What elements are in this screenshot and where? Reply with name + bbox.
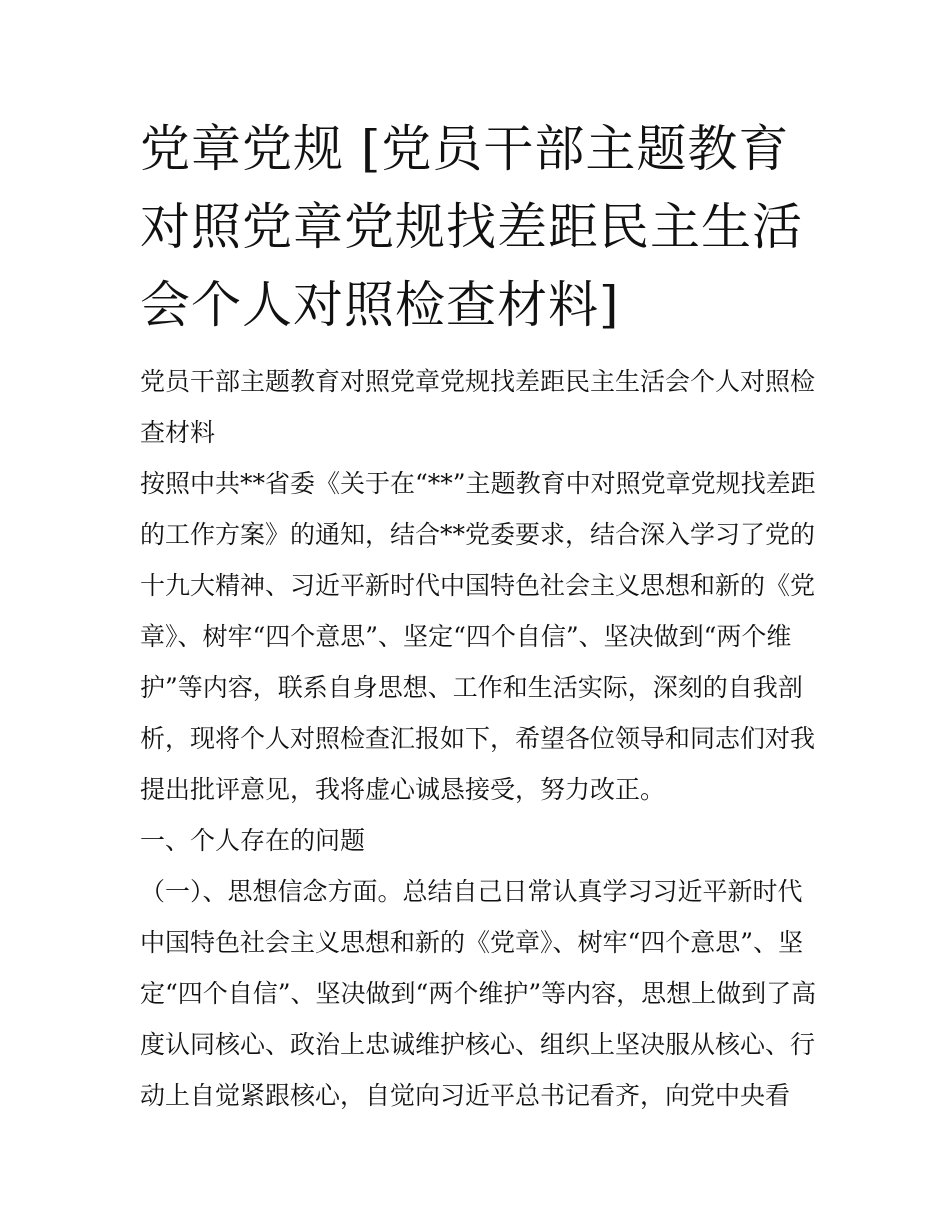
body-line: 动上自觉紧跟核心，自觉向习近平总书记看齐，向党中央看 <box>140 1081 791 1110</box>
body-line: 党员干部主题教育对照党章党规找差距民主生活会个人对照检 <box>140 367 816 396</box>
document-body <box>140 356 820 1121</box>
title-line: 对照党章党规找差距民主生活 <box>140 198 803 256</box>
title-line: 党章党规 [党员干部主题教育 <box>140 120 790 178</box>
body-line: 定“四个自信”、坚决做到“两个维护”等内容，思想上做到了高 <box>140 979 817 1008</box>
body-line: 按照中共**省委《关于在“**”主题教育中对照党章党规找差距 <box>140 469 816 498</box>
body-line: 章》、树牢“四个意思”、坚定“四个自信”、坚决做到“两个维 <box>140 622 792 651</box>
body-line: 查材料 <box>140 418 216 447</box>
body-line: 中国特色社会主义思想和新的《党章》、树牢“四个意思”、坚 <box>140 928 804 957</box>
body-line: 提出批评意见，我将虚心诚恳接受，努力改正。 <box>140 775 666 804</box>
body-line: （一）、思想信念方面。总结自己日常认真学习习近平新时代 <box>140 877 803 906</box>
body-line: 度认同核心、政治上忠诚维护核心、组织上坚决服从核心、行 <box>140 1030 816 1059</box>
body-line: 护”等内容，联系自身思想、工作和生活实际，深刻的自我剖 <box>140 673 803 702</box>
section-heading: 一、个人存在的问题 <box>140 826 366 855</box>
body-line: 十九大精神、习近平新时代中国特色社会主义思想和新的《党 <box>140 571 816 600</box>
body-line: 析，现将个人对照检查汇报如下，希望各位领导和同志们对我 <box>140 724 816 753</box>
body-line: 的工作方案》的通知，结合**党委要求，结合深入学习了党的 <box>140 520 816 549</box>
title-line: 会个人对照检查材料] <box>140 276 620 334</box>
document-title <box>140 110 820 344</box>
